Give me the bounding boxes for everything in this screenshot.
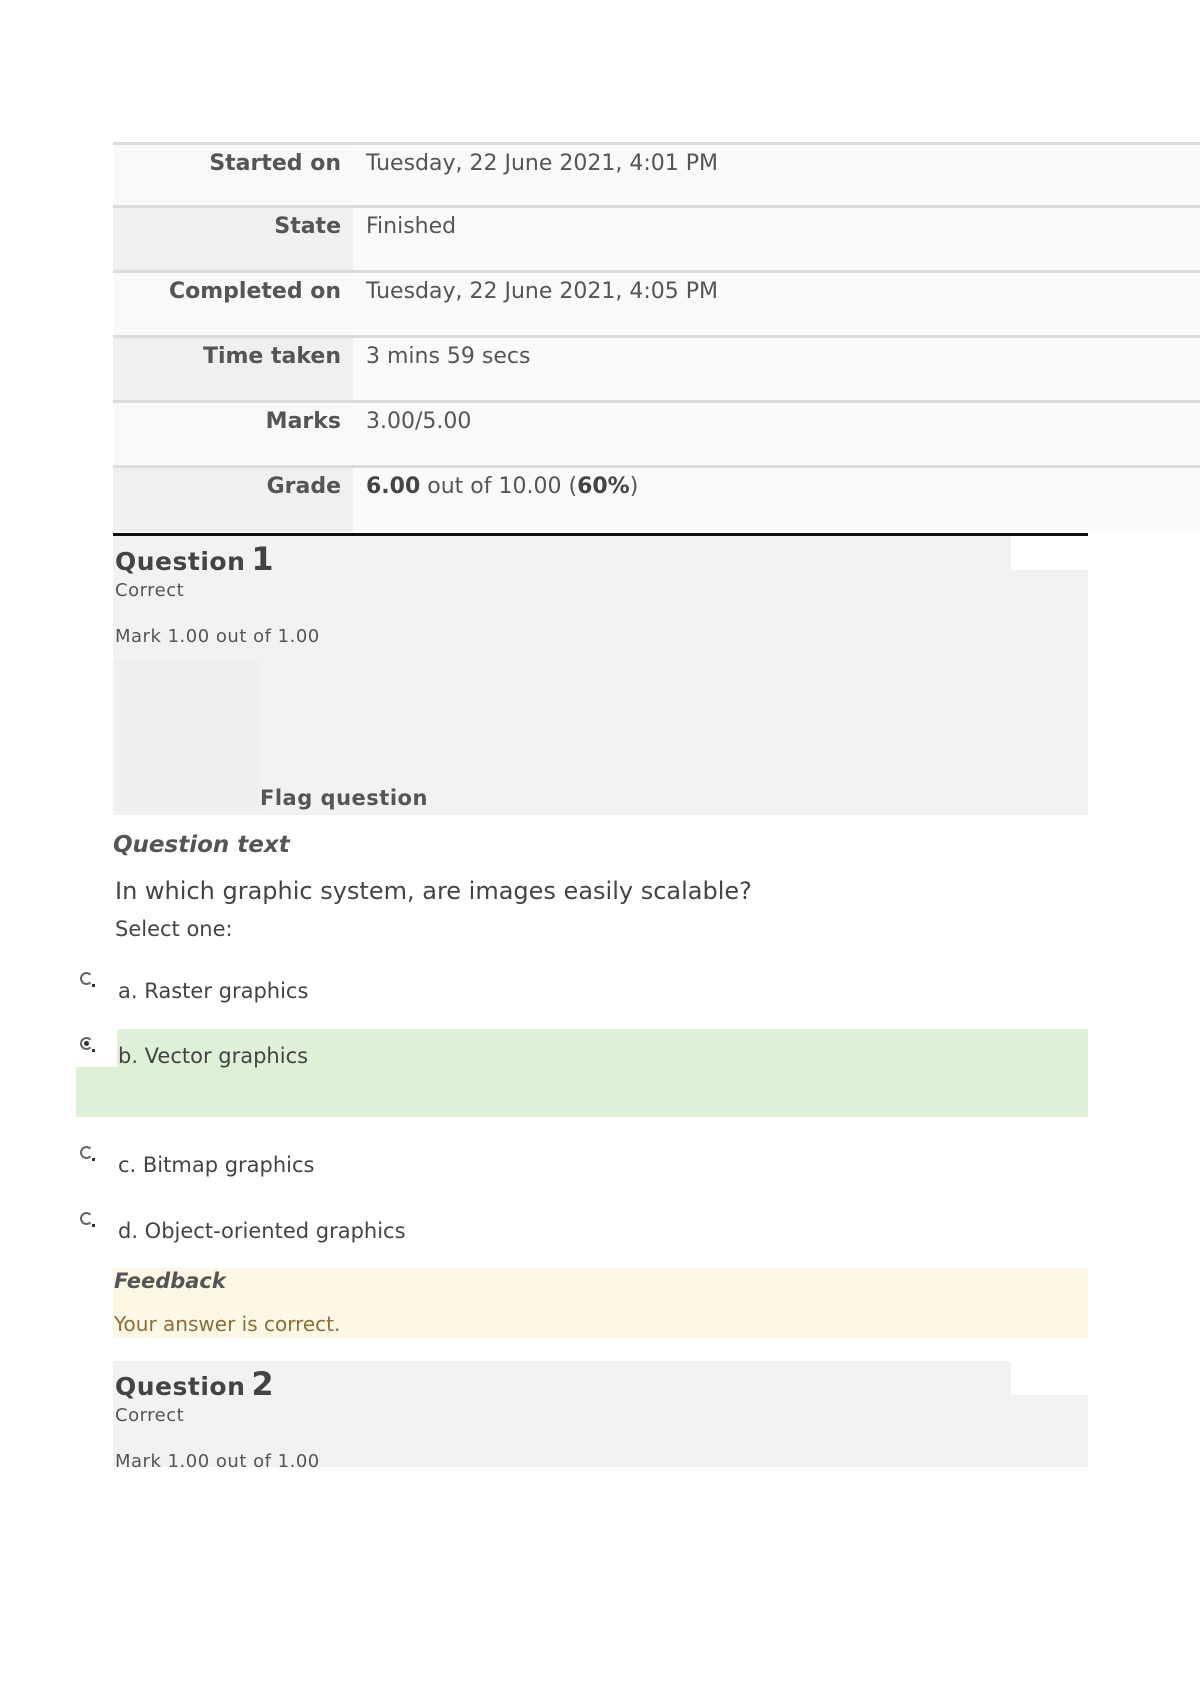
answer-prompt: Select one:: [115, 917, 233, 941]
feedback-heading: Feedback: [114, 1269, 226, 1293]
summary-label: Marks: [113, 402, 353, 467]
question-title: [115, 1365, 274, 1403]
question-title-label: Question: [115, 547, 246, 576]
question-state: Correct: [115, 580, 185, 601]
summary-value: [353, 467, 1200, 532]
summary-value: 3.00/5.00: [353, 402, 1200, 467]
radio-dot: [92, 1224, 95, 1227]
summary-label: Completed on: [113, 272, 353, 337]
flag-icon[interactable]: [115, 660, 259, 810]
question-1-info: [113, 533, 1088, 815]
question-state: Correct: [115, 1405, 185, 1426]
option-label: a. Raster graphics: [118, 979, 309, 1003]
radio-dot: [92, 1049, 95, 1052]
grade-end: ): [629, 474, 639, 499]
answer-option-a[interactable]: [76, 972, 976, 1012]
grade-middle: out of 10.00 (: [420, 474, 578, 499]
summary-label: State: [113, 207, 353, 272]
summary-value: 3 mins 59 secs: [353, 337, 1200, 402]
question-number: 1: [251, 540, 275, 578]
grade-score: 6.00: [366, 474, 421, 499]
answer-option-b[interactable]: [76, 1037, 976, 1077]
summary-value: Tuesday, 22 June 2021, 4:05 PM: [353, 272, 1200, 337]
feedback-text: Your answer is correct.: [114, 1312, 341, 1336]
flag-question-link[interactable]: Flag question: [260, 786, 428, 810]
question-title: [115, 540, 274, 578]
option-label: b. Vector graphics: [118, 1044, 309, 1068]
question-text-heading: Question text: [113, 832, 290, 858]
summary-label: Grade: [113, 467, 353, 532]
summary-value: Tuesday, 22 June 2021, 4:01 PM: [353, 144, 1200, 207]
summary-row-time-taken: [113, 337, 1200, 402]
question-2-info: [113, 1361, 1088, 1472]
info-notch: [1011, 536, 1088, 570]
attempt-summary-table: [113, 142, 1200, 532]
question-title-label: Question: [115, 1372, 246, 1401]
summary-row-started: [113, 144, 1200, 207]
option-label: d. Object-oriented graphics: [118, 1219, 406, 1243]
question-grade: Mark 1.00 out of 1.00: [115, 626, 320, 647]
summary-row-state: [113, 207, 1200, 272]
answer-option-d[interactable]: [76, 1212, 976, 1252]
summary-row-grade: [113, 467, 1200, 532]
answer-option-c[interactable]: [76, 1146, 976, 1186]
question-number: 2: [251, 1365, 275, 1403]
summary-value: Finished: [353, 207, 1200, 272]
radio-dot: [92, 984, 95, 987]
summary-row-marks: [113, 402, 1200, 467]
option-label: c. Bitmap graphics: [118, 1153, 315, 1177]
question-text: In which graphic system, are images easily scalable?: [115, 877, 752, 905]
grade-percent: 60%: [577, 474, 630, 499]
summary-label: Started on: [113, 144, 353, 207]
feedback-box: [113, 1268, 1088, 1338]
question-grade: Mark 1.00 out of 1.00: [115, 1451, 320, 1472]
summary-row-completed: [113, 272, 1200, 337]
radio-dot: [92, 1158, 95, 1161]
summary-label: Time taken: [113, 337, 353, 402]
info-notch: [1011, 1361, 1088, 1395]
